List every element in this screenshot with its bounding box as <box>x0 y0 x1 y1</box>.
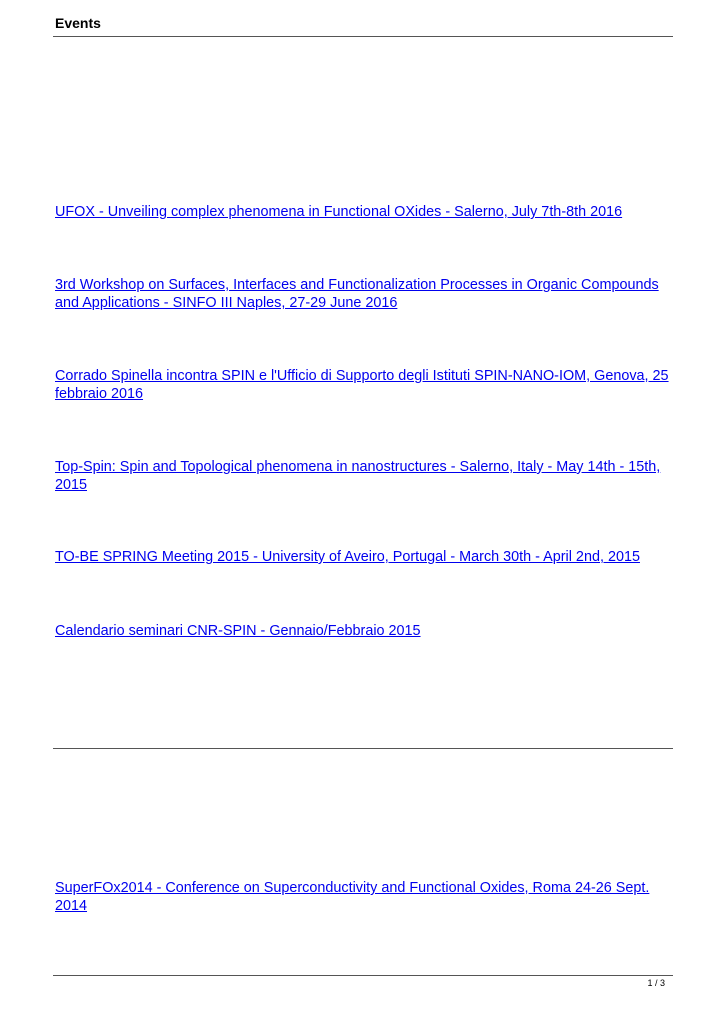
page-title: Events <box>55 15 101 31</box>
event-link-ufox[interactable]: UFOX - Unveiling complex phenomena in Functional OXides - Salerno, July 7th-8th 2016 <box>55 204 623 220</box>
header-divider <box>53 36 673 37</box>
footer-divider <box>53 975 673 976</box>
page-number: 1 / 3 <box>647 978 665 988</box>
event-link-to-be-spring[interactable]: TO-BE SPRING Meeting 2015 - University of Aveiro, Portugal - March 30th - April 2nd, 2015 <box>55 549 640 565</box>
event-link-calendario-seminari[interactable]: Calendario seminari CNR-SPIN - Gennaio/Febbraio 2015 <box>55 623 421 639</box>
section-divider <box>53 748 673 749</box>
event-link-corrado-spinella[interactable]: Corrado Spinella incontra SPIN e l'Ufficio di Supporto degli Istituti SPIN-NANO-IOM, Genova, 25 febbraio 2016 <box>55 368 669 402</box>
event-link-top-spin[interactable]: Top-Spin: Spin and Topological phenomena in nanostructures - Salerno, Italy - May 14th - 15th, 2015 <box>55 459 661 493</box>
event-link-superfox2014[interactable]: SuperFOx2014 - Conference on Superconductivity and Functional Oxides, Roma 24-26 Sept. 2014 <box>55 880 650 914</box>
event-link-sinfo-iii[interactable]: 3rd Workshop on Surfaces, Interfaces and Functionalization Processes in Organic Compounds and Applications - SINFO III Naples, 27-29 June 2016 <box>55 277 659 311</box>
